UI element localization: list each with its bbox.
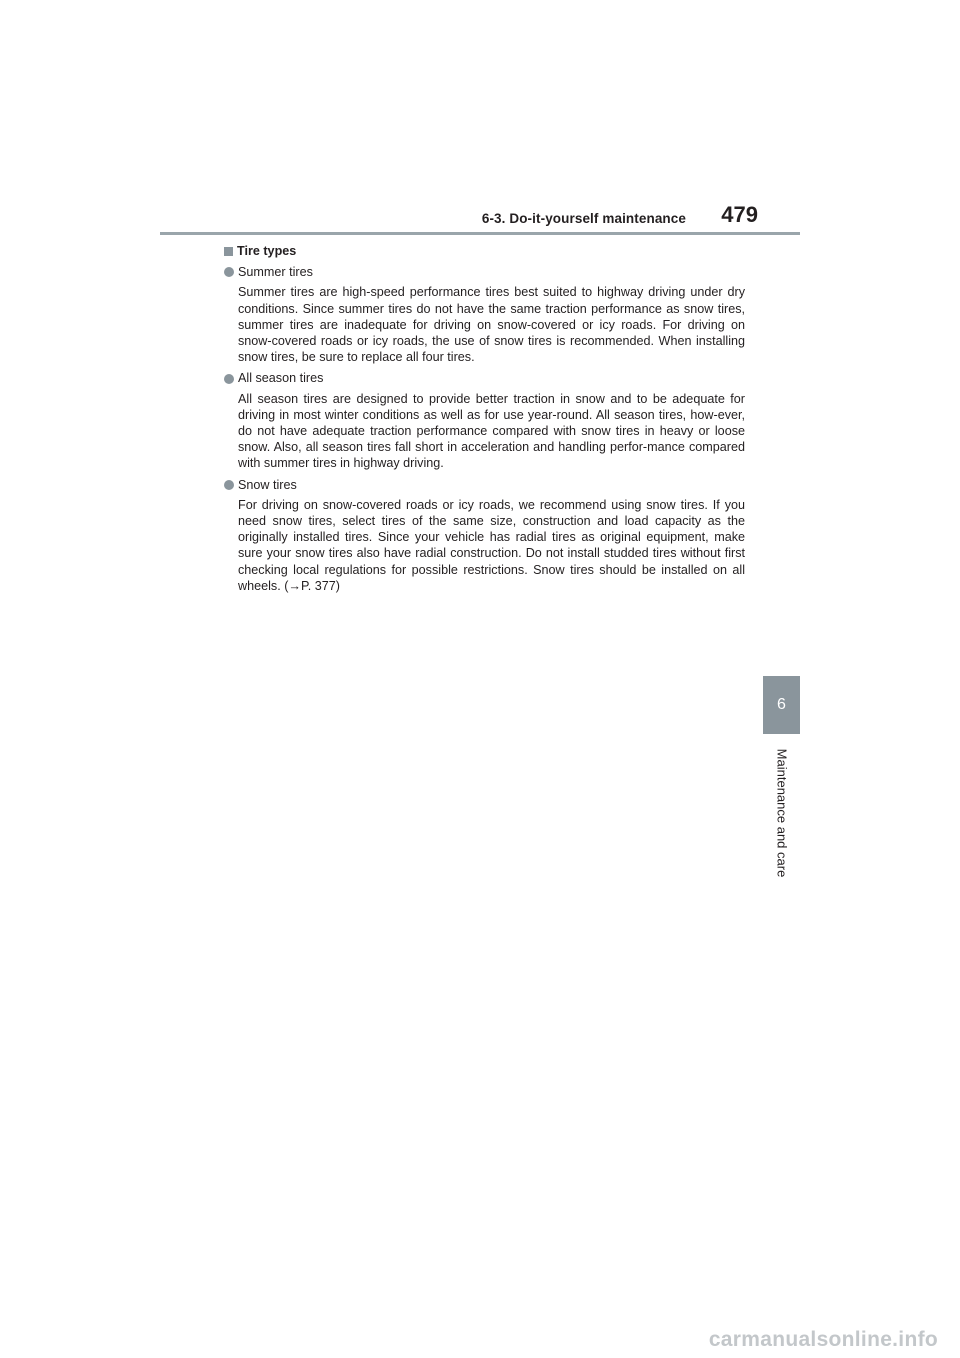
chapter-number: 6 [777,696,786,713]
item-title [224,477,745,493]
item-title-text: Summer tires [238,265,313,280]
section-heading [222,243,745,259]
section-title: 6-3. Do-it-yourself maintenance [481,211,686,226]
circle-bullet-icon [224,480,234,490]
list-item-all-season-tires [222,370,745,471]
item-body: All season tires are designed to provide better traction in snow and to be adequate for driving in most winter conditions as well as for use year-round. All season tires, how-ever, do not have adequate traction performance compared with snow tires in heavy or loose snow. Also, all season tires fall short in acceleration and handling perfor-mance compared with summer tires in highway driving. [238,391,745,471]
circle-bullet-icon [224,374,234,384]
square-bullet-icon [224,247,233,256]
chapter-tab [763,676,800,734]
watermark: carmanualsonline.info [708,1328,938,1351]
item-title-text: All season tires [238,371,324,386]
section-heading-text: Tire types [237,244,297,258]
list-item-snow-tires [222,477,745,594]
item-body: Summer tires are high-speed performance tires best suited to highway driving under dry conditions. Since summer tires do not have the same traction performance as snow tires, summer tires are inadequate for driving on snow-covered or icy roads. For driving on snow-covered roads or icy roads, the use of snow tires is recommended. When installing snow tires, be sure to replace all four tires. [238,285,745,365]
item-title [224,264,745,280]
chapter-label: Maintenance and care [774,748,790,878]
page-header [160,200,800,236]
item-title [224,370,745,386]
item-body: For driving on snow-covered roads or icy roads, we recommend using snow tires. If you need snow tires, select tires of the same size, construction and load capacity as the originally installed tires. Since your vehicle has radial tires as original equipment, make sure your snow tires also have radial construction. Do not install studded tires without first checking local regulations for possible restrictions. Snow tires should be installed on all wheels. (→P. 377) [238,497,745,593]
header-divider [160,232,800,235]
circle-bullet-icon [224,267,234,277]
item-title-text: Snow tires [238,477,297,492]
list-item-summer-tires [222,264,745,365]
main-content [222,243,745,599]
page-number: 479 [721,202,758,227]
